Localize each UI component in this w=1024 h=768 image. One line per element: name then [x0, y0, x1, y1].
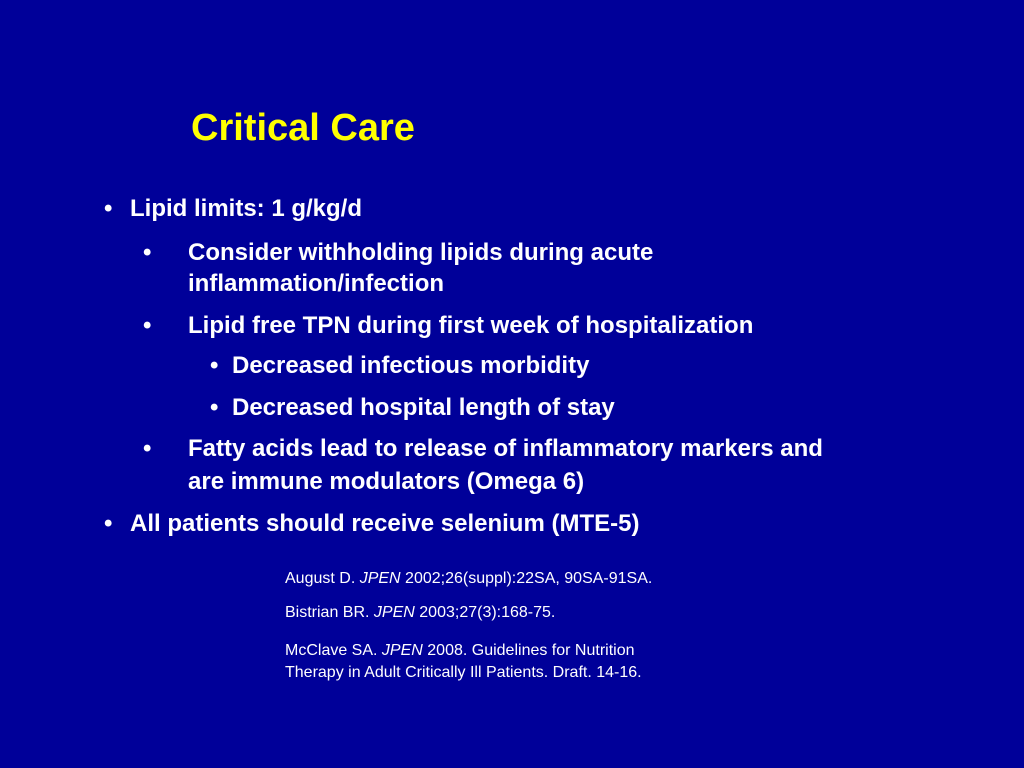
bullet-marker: • [143, 312, 152, 339]
bullet-item-withholding-line2: inflammation/infection [188, 270, 445, 297]
reference-journal: JPEN [359, 570, 401, 587]
bullet-marker: • [143, 435, 152, 462]
reference-citation: 2008. Guidelines for Nutrition [422, 642, 635, 659]
reference-citation: 2003;27(3):168-75. [414, 604, 556, 621]
bullet-item-selenium: All patients should receive selenium (MTE-5) [130, 510, 640, 537]
reference-author: Bistrian BR. [285, 604, 374, 621]
reference-journal: JPEN [381, 642, 423, 659]
reference-item [285, 568, 652, 590]
bullet-marker: • [210, 352, 219, 379]
bullet-item-lipid-free-tpn: Lipid free TPN during first week of hospitalization [188, 312, 754, 339]
reference-author: McClave SA. [285, 642, 382, 659]
reference-item [285, 640, 635, 662]
bullet-item-lipid-limits: Lipid limits: 1 g/kg/d [130, 195, 363, 222]
reference-journal: JPEN [373, 604, 415, 621]
bullet-item-withholding-line1: Consider withholding lipids during acute [188, 239, 654, 266]
slide-title: Critical Care [191, 107, 415, 149]
bullet-marker: • [104, 510, 113, 537]
reference-item [285, 602, 555, 624]
bullet-marker: • [143, 239, 152, 266]
bullet-item-fatty-acids-line2: are immune modulators (Omega 6) [188, 468, 585, 495]
bullet-marker: • [210, 394, 219, 421]
bullet-item-fatty-acids-line1: Fatty acids lead to release of inflammatory markers and [188, 435, 823, 462]
bullet-item-infectious-morbidity: Decreased infectious morbidity [232, 352, 590, 379]
reference-citation: 2002;26(suppl):22SA, 90SA-91SA. [400, 570, 653, 587]
bullet-marker: • [104, 195, 113, 222]
reference-author: August D. [285, 570, 360, 587]
reference-item-continuation: Therapy in Adult Critically Ill Patients. Draft. 14-16. [285, 664, 642, 681]
bullet-item-length-of-stay: Decreased hospital length of stay [232, 394, 615, 421]
